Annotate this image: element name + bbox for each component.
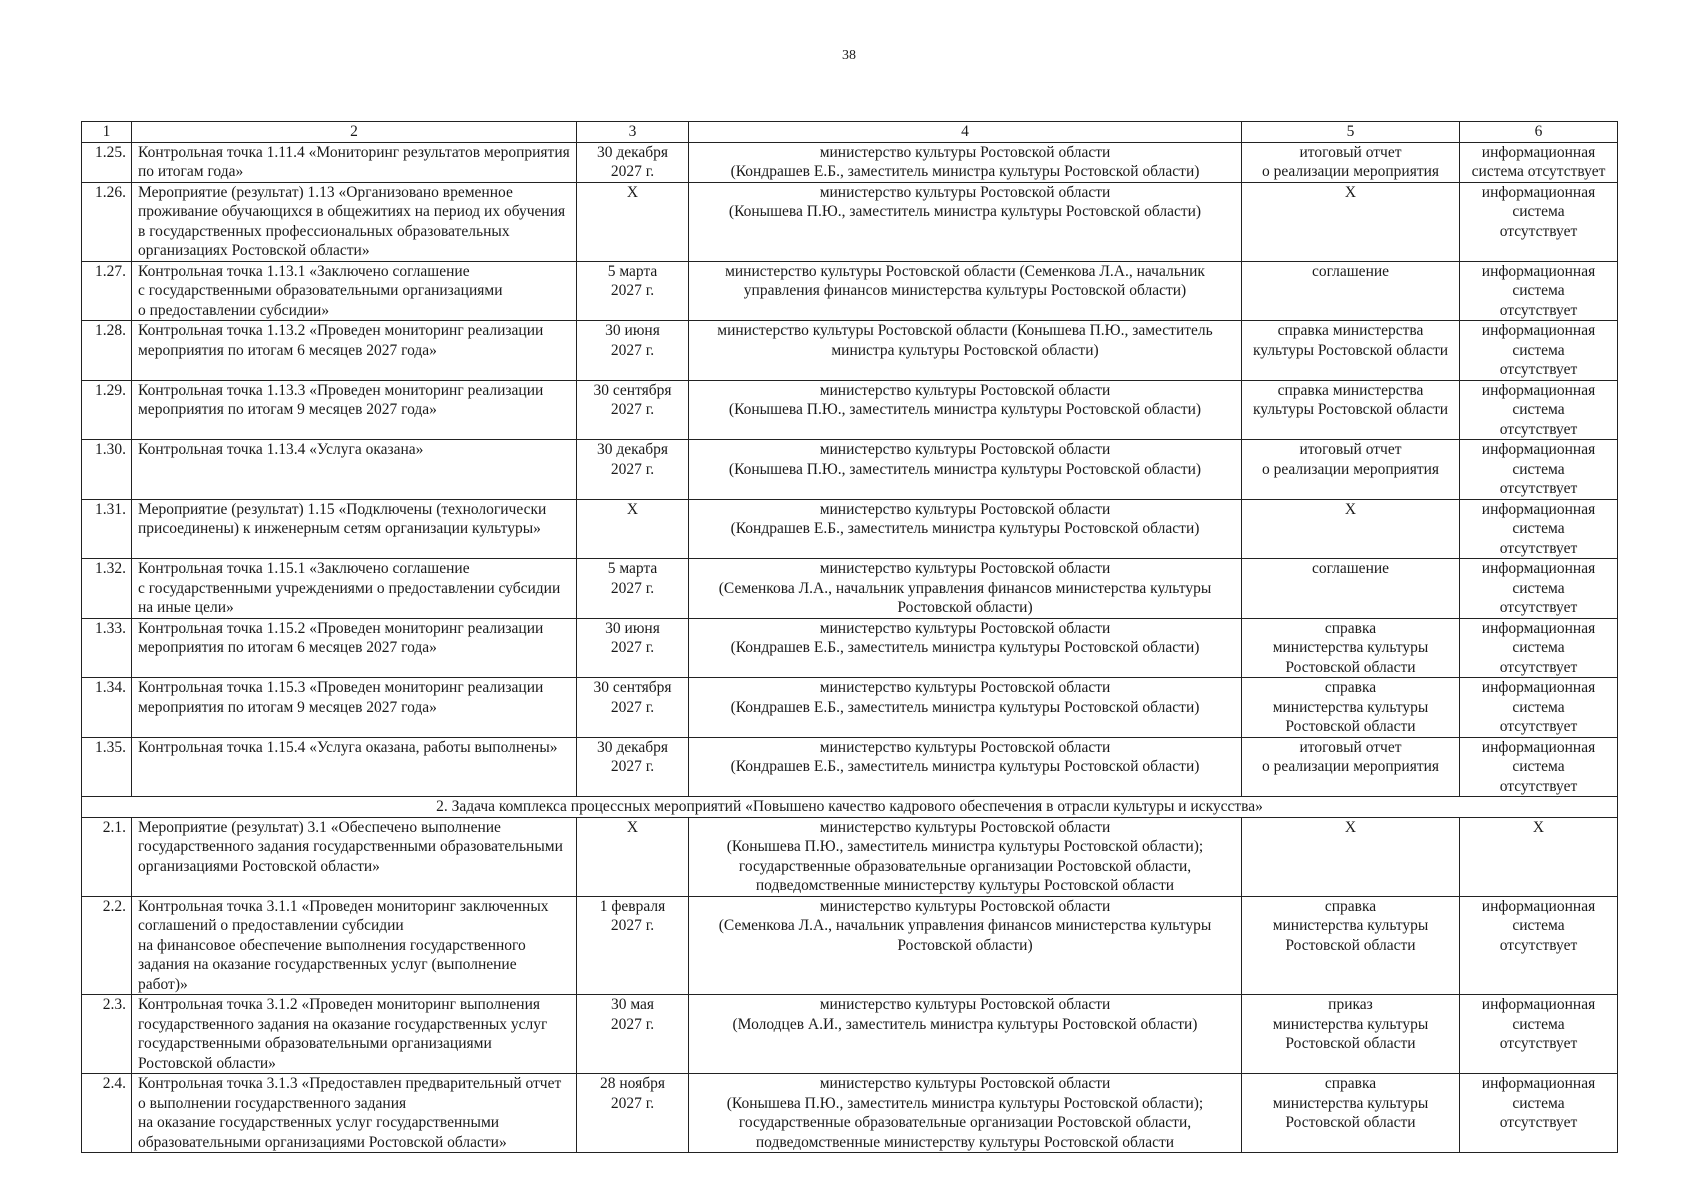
section-title: 2. Задача комплекса процессных мероприятий «Повышено качество кадрового обеспечения в отрасли культуры и искусства»	[82, 797, 1618, 818]
document-type: Х	[1242, 182, 1460, 261]
responsible-executor: министерство культуры Ростовской области (Конышева П.Ю., заместитель министра культуры Ростовской области)	[689, 380, 1242, 440]
row-number: 1.26.	[82, 182, 132, 261]
table-row	[82, 618, 1618, 678]
page-number: 38	[842, 48, 856, 63]
responsible-executor: министерство культуры Ростовской области (Семенкова Л.А., начальник управления финансов министерства культуры Ростовской области)	[689, 896, 1242, 995]
measures-table	[81, 121, 1618, 1153]
measure-name: Контрольная точка 1.13.1 «Заключено соглашение с государственными образовательными организациями о предоставлении субсидии»	[132, 261, 577, 321]
document-type: итоговый отчет о реализации мероприятия	[1242, 737, 1460, 797]
deadline-date: 30 декабря 2027 г.	[577, 142, 689, 182]
measure-name: Мероприятие (результат) 3.1 «Обеспечено выполнение государственного задания государственными образовательными организациями Ростовской области»	[132, 817, 577, 896]
row-number: 1.27.	[82, 261, 132, 321]
responsible-executor: министерство культуры Ростовской области (Конышева П.Ю., заместитель министра культуры Ростовской области)	[689, 321, 1242, 381]
document-type: приказ министерства культуры Ростовской области	[1242, 995, 1460, 1074]
deadline-date: 30 сентября 2027 г.	[577, 380, 689, 440]
measure-name: Контрольная точка 1.11.4 «Мониторинг результатов мероприятия по итогам года»	[132, 142, 577, 182]
measure-name: Контрольная точка 3.1.3 «Предоставлен предварительный отчет о выполнении государственного задания на оказание государственных услуг государственными образовательными организациями Ростовской области»	[132, 1074, 577, 1153]
row-number: 2.1.	[82, 817, 132, 896]
responsible-executor: министерство культуры Ростовской области (Конышева П.Ю., заместитель министра культуры Ростовской области); государственные образовательные организации Ростовской области, подведомственные министерству культуры Ростовской области	[689, 1074, 1242, 1153]
document-type: справка министерства культуры Ростовской области	[1242, 1074, 1460, 1153]
measure-name: Мероприятие (результат) 1.13 «Организовано временное проживание обучающихся в общежитиях на период их обучения в государственных профессиональных образовательных организациях Ростовской области»	[132, 182, 577, 261]
row-number: 1.29.	[82, 380, 132, 440]
information-system: информационная система отсутствует	[1460, 618, 1618, 678]
column-number-4: 4	[689, 122, 1242, 143]
table-row	[82, 499, 1618, 559]
row-number: 1.32.	[82, 559, 132, 619]
information-system: информационная система отсутствует	[1460, 1074, 1618, 1153]
deadline-date: 5 марта 2027 г.	[577, 261, 689, 321]
responsible-executor: министерство культуры Ростовской области (Кондрашев Е.Б., заместитель министра культуры Ростовской области)	[689, 618, 1242, 678]
row-number: 1.25.	[82, 142, 132, 182]
column-number-2: 2	[132, 122, 577, 143]
document-type: Х	[1242, 817, 1460, 896]
table-row	[82, 380, 1618, 440]
document-type: Х	[1242, 499, 1460, 559]
section-row	[82, 797, 1618, 818]
row-number: 1.31.	[82, 499, 132, 559]
information-system: информационная система отсутствует	[1460, 380, 1618, 440]
information-system: информационная система отсутствует	[1460, 896, 1618, 995]
document-type: справка министерства культуры Ростовской области	[1242, 380, 1460, 440]
column-number-5: 5	[1242, 122, 1460, 143]
document-type: итоговый отчет о реализации мероприятия	[1242, 142, 1460, 182]
information-system: информационная система отсутствует	[1460, 182, 1618, 261]
row-number: 1.33.	[82, 618, 132, 678]
measure-name: Контрольная точка 3.1.2 «Проведен мониторинг выполнения государственного задания на оказание государственных услуг государственными образовательными организациями Ростовской области»	[132, 995, 577, 1074]
document-type: справка министерства культуры Ростовской области	[1242, 321, 1460, 381]
column-number-6: 6	[1460, 122, 1618, 143]
document-type: справка министерства культуры Ростовской области	[1242, 896, 1460, 995]
deadline-date: 28 ноября 2027 г.	[577, 1074, 689, 1153]
measure-name: Контрольная точка 1.13.2 «Проведен мониторинг реализации мероприятия по итогам 6 месяцев 2027 года»	[132, 321, 577, 381]
table-row	[82, 678, 1618, 738]
measure-name: Контрольная точка 3.1.1 «Проведен мониторинг заключенных соглашений о предоставлении субсидии на финансовое обеспечение выполнения государственного задания на оказание государственных услуг (выполнение работ)»	[132, 896, 577, 995]
deadline-date: 30 июня 2027 г.	[577, 321, 689, 381]
responsible-executor: министерство культуры Ростовской области (Кондрашев Е.Б., заместитель министра культуры Ростовской области)	[689, 678, 1242, 738]
column-number-1: 1	[82, 122, 132, 143]
deadline-date: Х	[577, 182, 689, 261]
table-row	[82, 896, 1618, 995]
table-body	[82, 122, 1618, 1153]
row-number: 2.4.	[82, 1074, 132, 1153]
responsible-executor: министерство культуры Ростовской области (Конышева П.Ю., заместитель министра культуры Ростовской области)	[689, 440, 1242, 500]
information-system: информационная система отсутствует	[1460, 737, 1618, 797]
table-row	[82, 817, 1618, 896]
responsible-executor: министерство культуры Ростовской области (Кондрашев Е.Б., заместитель министра культуры Ростовской области)	[689, 737, 1242, 797]
deadline-date: 30 декабря 2027 г.	[577, 440, 689, 500]
measure-name: Контрольная точка 1.15.4 «Услуга оказана, работы выполнены»	[132, 737, 577, 797]
document-type: справка министерства культуры Ростовской области	[1242, 618, 1460, 678]
row-number: 1.30.	[82, 440, 132, 500]
deadline-date: 1 февраля 2027 г.	[577, 896, 689, 995]
deadline-date: 5 марта 2027 г.	[577, 559, 689, 619]
deadline-date: 30 июня 2027 г.	[577, 618, 689, 678]
information-system: информационная система отсутствует	[1460, 321, 1618, 381]
measure-name: Контрольная точка 1.13.3 «Проведен мониторинг реализации мероприятия по итогам 9 месяцев 2027 года»	[132, 380, 577, 440]
table-row	[82, 142, 1618, 182]
document-type: итоговый отчет о реализации мероприятия	[1242, 440, 1460, 500]
information-system: информационная система отсутствует	[1460, 142, 1618, 182]
responsible-executor: министерство культуры Ростовской области (Кондрашев Е.Б., заместитель министра культуры Ростовской области)	[689, 142, 1242, 182]
table-row	[82, 182, 1618, 261]
responsible-executor: министерство культуры Ростовской области (Семенкова Л.А., начальник управления финансов министерства культуры Ростовской области)	[689, 559, 1242, 619]
table-row	[82, 737, 1618, 797]
table-row	[82, 559, 1618, 619]
row-number: 2.3.	[82, 995, 132, 1074]
row-number: 1.34.	[82, 678, 132, 738]
measure-name: Контрольная точка 1.15.3 «Проведен мониторинг реализации мероприятия по итогам 9 месяцев 2027 года»	[132, 678, 577, 738]
row-number: 2.2.	[82, 896, 132, 995]
document-type: соглашение	[1242, 559, 1460, 619]
deadline-date: 30 мая 2027 г.	[577, 995, 689, 1074]
information-system: информационная система отсутствует	[1460, 678, 1618, 738]
information-system: Х	[1460, 817, 1618, 896]
table-row	[82, 321, 1618, 381]
measure-name: Контрольная точка 1.13.4 «Услуга оказана»	[132, 440, 577, 500]
column-number-row	[82, 122, 1618, 143]
table-row	[82, 261, 1618, 321]
table-row	[82, 440, 1618, 500]
information-system: информационная система отсутствует	[1460, 559, 1618, 619]
column-number-3: 3	[577, 122, 689, 143]
deadline-date: 30 декабря 2027 г.	[577, 737, 689, 797]
responsible-executor: министерство культуры Ростовской области (Конышева П.Ю., заместитель министра культуры Ростовской области); государственные образовательные организации Ростовской области, подведомственные министерству культуры Ростовской области	[689, 817, 1242, 896]
responsible-executor: министерство культуры Ростовской области (Молодцев А.И., заместитель министра культуры Ростовской области)	[689, 995, 1242, 1074]
deadline-date: Х	[577, 817, 689, 896]
information-system: информационная система отсутствует	[1460, 499, 1618, 559]
deadline-date: Х	[577, 499, 689, 559]
information-system: информационная система отсутствует	[1460, 261, 1618, 321]
deadline-date: 30 сентября 2027 г.	[577, 678, 689, 738]
measure-name: Контрольная точка 1.15.2 «Проведен мониторинг реализации мероприятия по итогам 6 месяцев 2027 года»	[132, 618, 577, 678]
table-row	[82, 995, 1618, 1074]
document-type: справка министерства культуры Ростовской области	[1242, 678, 1460, 738]
responsible-executor: министерство культуры Ростовской области (Конышева П.Ю., заместитель министра культуры Ростовской области)	[689, 182, 1242, 261]
row-number: 1.35.	[82, 737, 132, 797]
measure-name: Контрольная точка 1.15.1 «Заключено соглашение с государственными учреждениями о предоставлении субсидии на иные цели»	[132, 559, 577, 619]
row-number: 1.28.	[82, 321, 132, 381]
responsible-executor: министерство культуры Ростовской области (Кондрашев Е.Б., заместитель министра культуры Ростовской области)	[689, 499, 1242, 559]
responsible-executor: министерство культуры Ростовской области (Семенкова Л.А., начальник управления финансов министерства культуры Ростовской области)	[689, 261, 1242, 321]
table-row	[82, 1074, 1618, 1153]
information-system: информационная система отсутствует	[1460, 440, 1618, 500]
information-system: информационная система отсутствует	[1460, 995, 1618, 1074]
measure-name: Мероприятие (результат) 1.15 «Подключены (технологически присоединены) к инженерным сетям организации культуры»	[132, 499, 577, 559]
document-type: соглашение	[1242, 261, 1460, 321]
